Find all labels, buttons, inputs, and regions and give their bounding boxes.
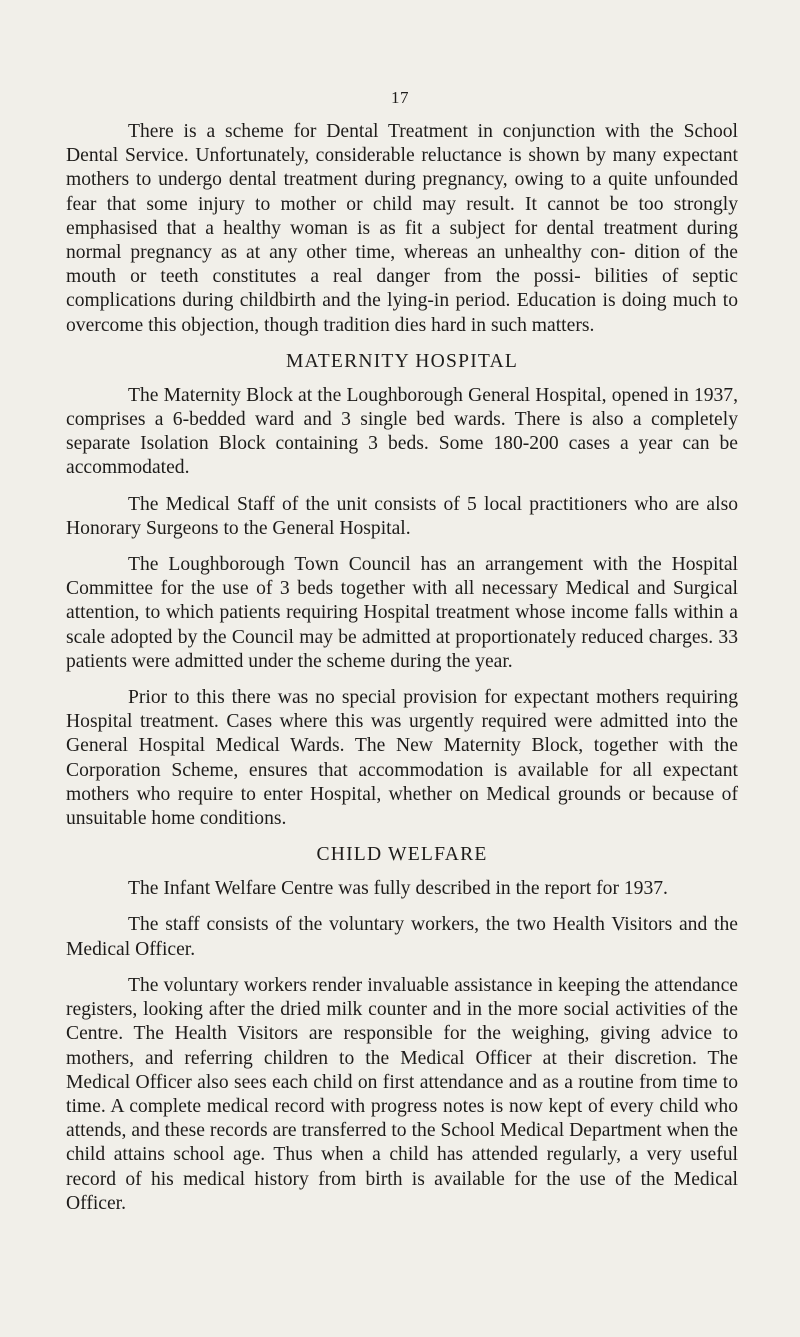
- page-number: 17: [391, 88, 409, 107]
- paragraph-town-council-arrangement: The Loughborough Town Council has an arrangement with the Hospital Committee for the use of 3 beds together with all necessary Medical and Surgical attention, to which patients requiring Hospital treatment whose income falls within a scale adopted by the Council may be admitted at proportionately reduced charges. 33 patients were admitted under the scheme during the year.: [66, 554, 738, 672]
- paragraph-staff: The staff consists of the voluntary workers, the two Health Visitors and the Medical Officer.: [66, 914, 738, 960]
- heading-maternity-hospital: MATERNITY HOSPITAL: [285, 350, 519, 372]
- paragraph-medical-staff: The Medical Staff of the unit consists of 5 local practitioners who are also Honorary Surgeons to the General Hospital.: [66, 493, 738, 539]
- paragraph-voluntary-workers: The voluntary workers render invaluable assistance in keeping the attendance registers, looking after the dried milk counter and in the more social activities of the Centre. The Health Visitors are responsible for the weighing, giving advice to mothers, and referring children to the Medical Officer at their discretion. The Medical Officer also sees each child on first attendance and as a routine from time to time. A complete medical record with progress notes is now kept of every child who attends, and these records are transferred to the School Medical Department when the child attains school age. Thus when a child has attended regularly, a very useful record of his medical history from birth is available for the use of the Medical Officer.: [66, 974, 738, 1214]
- paragraph-prior-provision: Prior to this there was no special provision for expectant mothers requiring Hospital treatment. Cases where this was urgently required were admitted into the General Hospital Medical Wards. The New Maternity Block, together with the Corporation Scheme, ensures that accommodation is available for all expectant mothers who require to enter Hospital, whether on Medical grounds or because of unsuitable home conditions.: [66, 687, 738, 830]
- heading-child-welfare: CHILD WELFARE: [316, 844, 488, 866]
- paragraph-infant-welfare-centre: The Infant Welfare Centre was fully described in the report for 1937.: [128, 878, 668, 900]
- page-content: [66, 120, 738, 1228]
- paragraph-dental-treatment: There is a scheme for Dental Treatment in conjunction with the School Dental Service. Unfortunately, considerable reluctance is shown by many expectant mothers to undergo dental treatment during pregnancy, owing to a quite unfounded fear that some injury to mother or child may result. It cannot be too strongly emphasised that a healthy woman is as fit a subject for dental treatment during normal pregnancy as at any other time, whereas an unhealthy con- dition of the mouth or teeth constitutes a real danger from the possi- bilities of septic complications during childbirth and the lying-in period. Education is doing much to overcome this objection, though tradition dies hard in such matters.: [66, 121, 738, 336]
- paragraph-maternity-block: The Maternity Block at the Loughborough General Hospital, opened in 1937, comprises a 6-bedded ward and 3 single bed wards. There is also a completely separate Isolation Block containing 3 beds. Some 180-200 cases a year can be accommodated.: [66, 384, 738, 479]
